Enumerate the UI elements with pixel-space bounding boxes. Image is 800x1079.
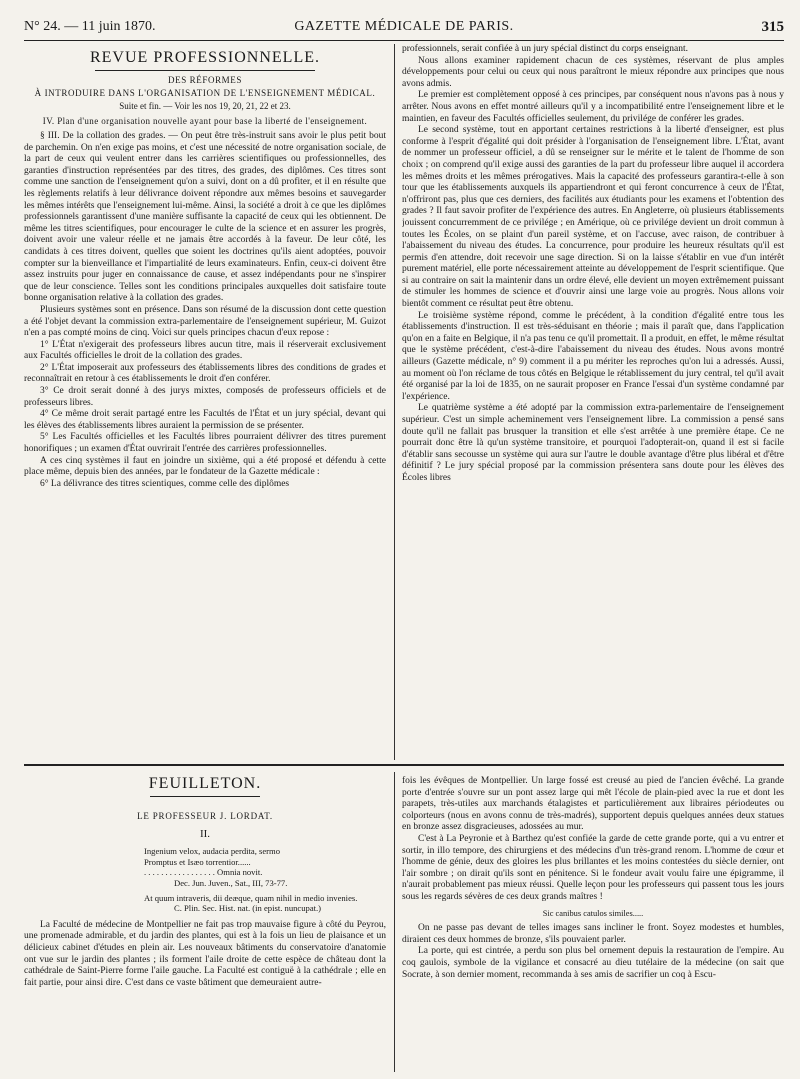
paragraph: § III. De la collation des grades. — On peut être très-instruit sans avoir le plus petit bout de parchemin. On n'en exige pas moins, et c'est une nécessité de notre organisation sociale, de la part de ceux qui veulent entrer dans les carrières scientifiques ou professionnelles, des garanties d'instruction représentées par des titres, des grades, des diplômes. Ces titres sont comme une sanction de l'enseignement qu'on a suivi, dont on a dû profiter, et il en résulte que les règlements relatifs à leur délivrance doivent répondre aux mêmes besoins et sauvegarder les mêmes intérêts que l'enseignement lui-même. Ainsi, la société a droit à ce que les diplômes professionnels garantissent d'une manière suffisante la capacité de ceux qui les obtiennent. De même les titres scientifiques, pour encourager le culte de la science et en assurer les progrès, doivent avoir une valeur réelle et ne jamais être accordés à la faveur. De leur côté, les candidats à ces titres doivent, quelles que soient les doctrines qu'ils aient adoptées, pouvoir compter sur la bienveillance et l'impartialité de leurs examinateurs. Enfin, ceux-ci doivent être assez instruits pour juger en connaissance de cause, et assez indépendants pour ne s'inspirer que de leur conscience. Telles sont les conditions principales auxquelles doit satisfaire toute bonne organisation relative à la collation des grades. [24,131,386,304]
epigraph-source: Dec. Jun. Juven., Sat., III, 73-77. [174,877,288,888]
epigraph-source: C. Plin. Sec. Hist. nat. (in epist. nuncupat.) [174,903,322,914]
paragraph: La porte, qui est cintrée, a perdu son plus bel ornement depuis la restauration de l'empire. Au coq gaulois, symbole de la vigilance et consacré au dieu tutélaire de la médecine (on sait que Socrate, à son dernier moment, recommanda à ses amis de sacrifier un coq à Escu- [402,946,784,980]
paragraph: Nous allons examiner rapidement chacun de ces systèmes, réservant de plus amples développements pour celui ou ceux qui nous paraîtront le mieux répondre aux principes que nous avons admis. [402,55,784,89]
paragraph: On ne passe pas devant de telles images sans incliner le front. Soyez modestes et humbles, diraient ces deux hommes de bronze, s'ils pouvaient parler. [402,923,784,945]
epigraph-line: At quum intraveris, dii deæque, quam nihil in medio invenies. [144,892,358,903]
journal-title: GAZETTE MÉDICALE DE PARIS. [294,19,514,34]
section-title-revue: REVUE PROFESSIONNELLE. [89,49,320,66]
feuilleton-column-left [24,772,386,1072]
section-title-feuilleton: FEUILLETON. [148,775,262,792]
newspaper-page [24,12,784,1072]
feuilleton-column-right [402,776,784,1072]
feuilleton-separator [24,764,784,766]
suite-note: Suite et fin. — Voir les nos 19, 20, 21, 22 et 23. [119,101,291,111]
column-divider [394,772,395,1072]
subtitle-enseignement: À INTRODUIRE DANS L'ORGANISATION DE L'ENSEIGNEMENT MÉDICAL. [34,88,376,98]
paragraph: professionnels, serait confiée à un jury spécial distinct du corps enseignant. [402,44,688,54]
paragraph: Le quatrième système a été adopté par la commission extra-parlementaire de l'enseignement supérieur. C'est un simple acheminement vers l'enseignement libre. La commission a pensé sans doute qu'il ne fallait pas brusquer la transition et elle s'est arrêtée à une première étape. Ce ne pourrait donc être là qu'un système transitoire, et pourquoi l'adopterait-on, quand il est si facile d'établir sans secousse un système qui aura sur l'autre le double avantage d'être plus libéral et d'être définitif ? Le jury spécial proposé par la commission présentera sans doute pour les élèves des Écoles libres [402,403,784,483]
revue-column-right [402,44,784,760]
paragraph: 6° La délivrance des titres scientiques, comme celle des diplômes [40,478,290,489]
paragraph: Plusieurs systèmes sont en présence. Dans son résumé de la discussion dont cette question a été l'objet devant la commission extra-parlementaire de l'enseignement supérieur, M. Guizot n'en a pas compté moins de cinq. Voici sur quels principes chacun d'eux repose : [24,304,386,339]
title-rule [95,70,315,71]
epigraph-line: . . . . . . . . . . . . . . . . . Omnia novit. [144,867,263,878]
part-number: II. [199,827,211,840]
masthead [24,12,784,41]
issue-date: N° 24. — 11 juin 1870. [24,19,156,34]
page-number: 315 [761,19,784,35]
paragraph: Le troisième système répond, comme le précédent, à la condition d'égalité entre tous les établissements d'instruction. Il est très-séduisant en théorie ; mais il paraît que, dans l'application qu'on en a faite en Belgique, il n'a pas tenu ce qu'il promettait. Il a produit, en effet, le même résultat que le système précédent, c'est-à-dire l'abaissement du niveau des études. Nous avons montré ailleurs (Gazette médicale, n° 9) comment il a pu mériter les reproches qu'on lui a adressés. Aussi, au moment où l'on réclame de tous côtés en Belgique le rétablissement du jury central, tel qu'il avait été organisé par la loi de 1835, on ne saurait proposer en France l'essai d'un système condamné par l'expérience. [402,310,784,402]
paragraph: 4° Ce même droit serait partagé entre les Facultés de l'État et un jury spécial, devant qui les élèves des établissements libres auraient la permission de se présenter. [24,409,386,431]
paragraph: 1° L'État n'exigerait des professeurs libres aucun titre, mais il réserverait exclusivement aux Facultés officielles le droit de la collation des grades. [24,339,386,362]
plan-heading: IV. Plan d'une organisation nouvelle ayant pour base la liberté de l'enseignement. [42,116,368,126]
latin-quote: Sic canibus catulos similes..... [542,908,644,918]
paragraph: 2° L'État imposerait aux professeurs des établissements libres des conditions de grades et reconnaîtrait en retour à ces établissements le droit d'en conférer. [24,362,386,385]
paragraph: 5° Les Facultés officielles et les Facultés libres pourraient délivrer des titres purement honorifiques ; un examen d'État ouvrirait l'entrée des carrières professionnelles. [24,432,386,455]
paragraph: 3° Ce droit serait donné à des jurys mixtes, composés de professeurs officiels et de professeurs libres. [24,386,386,408]
feuilleton-subtitle: LE PROFESSEUR J. LORDAT. [137,811,273,821]
epigraph-line: Promptus et Isæo torrentior...... [144,856,251,867]
paragraph: A ces cinq systèmes il faut en joindre un sixième, qui a été proposé et défendu à cette place même, depuis bien des années, par le fondateur de la Gazette médicale : [24,455,386,478]
subtitle-reformes: DES RÉFORMES [168,75,242,85]
paragraph: Le second système, tout en apportant certaines restrictions à la liberté d'enseigner, est plus conforme à l'esprit d'égalité qui doit présider à l'organisation de l'enseignement libre. L'État, avant de nommer un professeur officiel, a dû se renseigner sur le mérite et le talent de l'homme de son choix ; on comprend qu'il exige aussi des garanties de la part du professeur libre auquel il accordera les mêmes droits et les mêmes prérogatives. Mais la capacité des professeurs garantira-t-elle à son tour que les établissements auxquels ils appartiendront et qui feront concurrence à ceux de l'État, n'offriront pas, plus que ces derniers, des facilités aux étudiants pour les examens et l'obtention des grades ? Il faut savoir profiter de l'expérience des autres. En Angleterre, où plusieurs établissements jouissent concurremment de ce privilége ; en Amérique, où ce privilége devient un droit commun à toutes les Écoles, on se plaint d'un pareil système, et on l'accuse, avec raison, de contribuer à l'abaissement du niveau des études. La concurrence, pour produire les heureux résultats qu'il est permis d'en attendre, doit recevoir une sage direction. Si on la laisse s'établir en vue d'un intérêt purement matériel, elle porte nécessairement atteinte au développement de l'esprit scientifique. Que si au contraire on sait la maintenir dans un ordre élevé, elle devient un moyen extrêmement puissant de stimuler les hommes de science et d'ouvrir ainsi une large voie au progrès. Nous allons voir bientôt comment ce résultat peut être obtenu. [402,125,784,310]
revue-column-left [24,46,386,760]
paragraph: fois les évêques de Montpellier. Un large fossé est creusé au pied de l'ancien évêché. La grande porte d'entrée s'ouvre sur un pont assez large qui mêt l'école de plain-pied avec la rue et dont les parapets, très-utiles aux marchands étalagistes et particulièrement aux libraires périodeutes ou colporteurs (nous en avons connu de très-madrés), supportent depuis quelques années deux statues en bronze assez disgracieuses, adossées au mur. [402,776,784,833]
paragraph: La Faculté de médecine de Montpellier ne fait pas trop mauvaise figure à côté du Peyrou, une promenade admirable, et du jardin des plantes, qui est à la fois un lieu de plaisance et un délicieux cabinet d'études en plein air. Les nouveaux bâtiments du conservatoire d'anatomie ont vue sur le jardin des plantes ; ils forment l'aile droite de cette espèce de château dont la cathédrale de Saint-Pierre forme l'aile gauche. La Faculté est contiguë à la cathédrale ; elle en fait partie, pour ainsi dire. C'est dans ce vaste bâtiment que demeuraient autre- [24,919,386,988]
epigraph-line: Ingenium velox, audacia perdita, sermo [144,846,281,857]
title-rule [150,796,260,797]
paragraph: Le premier est complètement opposé à ces principes, par conséquent nous n'avons pas à nous y arrêter. Nous avons en effet montré ailleurs qu'il y a incompatibilité entre l'enseignement libre et le maintien, en faveur des Facultés officielles seulement, du privilége de conférer les grades. [402,90,784,124]
column-divider [394,44,395,760]
paragraph: C'est à La Peyronie et à Barthez qu'est confiée la garde de cette grande porte, qui a vu entrer et sortir, in illo tempore, des chirurgiens et des médecins d'un très-grand renom. L'homme de cœur et l'homme de génie, deux des gloires les plus brillantes et les moins contestées du siècle dernier, ont l'air sombre ; on dirait qu'ils sont en pénitence. Si le fondeur avait voulu faire une épigramme, il n'aurait probablement pas mieux réussi. Quelle leçon pour les professeurs qui passent tous les jours sous les regards sévères de ces deux grands maîtres ! [402,833,784,902]
